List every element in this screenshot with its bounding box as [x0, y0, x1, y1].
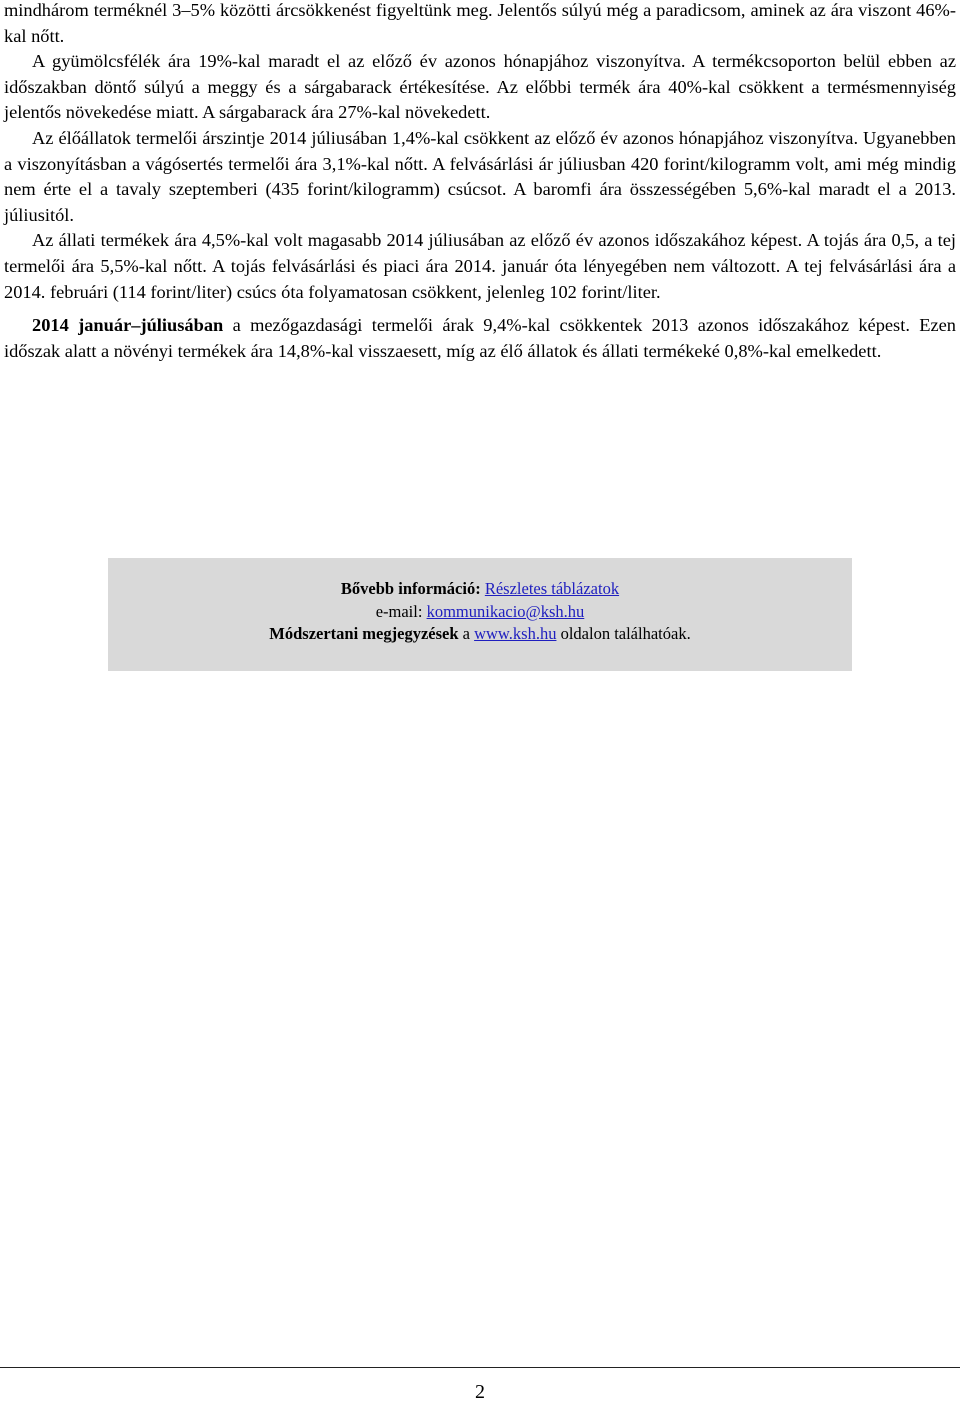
ksh-website-link[interactable]: www.ksh.hu [474, 624, 557, 643]
paragraph-text: a mezőgazdasági termelői árak 9,4%-kal csökkentek 2013 azonos időszakához képest. Ezen időszak alatt a növényi termékek ára 14,8%-kal visszaesett, míg az élő állatok és állati termékeké 0,8%-kal emelkedett. [4, 315, 956, 361]
paragraph-lead-bold: 2014 január–júliusában [32, 315, 224, 336]
methodology-mid-text: a [458, 624, 475, 643]
methodology-tail-text: oldalon találhatóak. [556, 624, 691, 643]
footer-divider [0, 1367, 960, 1368]
more-information-box [108, 558, 852, 671]
paragraph-animal-products [4, 228, 956, 305]
more-info-line [108, 578, 852, 601]
paragraph-fruits [4, 49, 956, 126]
methodology-label: Módszertani megjegyzések [269, 624, 459, 643]
detailed-tables-link[interactable]: Részletes táblázatok [484, 579, 620, 598]
paragraph-text: Az élőállatok termelői árszintje 2014 júliusában 1,4%-kal csökkent az előző év azonos hónapjához viszonyítva. Ugyanebben a viszonyításban a vágósertés termelői ára 3,1%-kal nőtt. A felvásárlási ár júliusban 420 forint/kilogramm volt, ami még mindig nem érte el a tavaly szeptemberi (435 forint/kilogramm) csúcsot. A baromfi ára összességében 5,6%-kal maradt el a 2013. júliusitól. [4, 127, 956, 225]
document-body [4, 0, 956, 364]
more-info-label: Bővebb információ: [340, 579, 481, 598]
paragraph-text: mindhárom terméknél 3–5% közötti árcsökkenést figyeltünk meg. Jelentős súlyú még a paradicsom, aminek az ára viszont 46%-kal nőtt. [4, 0, 956, 46]
paragraph-vegetables-continued [4, 0, 956, 49]
paragraph-text: Az állati termékek ára 4,5%-kal volt magasabb 2014 júliusában az előző év azonos időszakához képest. A tojás ára 0,5, a tej termelői ára 5,5%-kal nőtt. A tojás felvásárlási és piaci ára 2014. január óta lényegében nem változott. A tej felvásárlási ára a 2014. februári (114 forint/liter) csúcs óta folyamatosan csökkent, jelenleg 102 forint/liter. [4, 230, 956, 302]
methodology-line [108, 623, 852, 646]
paragraph-text: A gyümölcsfélék ára 19%-kal maradt el az előző év azonos hónapjához viszonyítva. A termékcsoporton belül ebben az időszakban döntő súlyú a meggy és a sárgabarack értékesítése. Az előbbi termék ára 40%-kal csökkent a termésmennyiség jelentős növekedése miatt. A sárgabarack ára 27%-kal növekedett. [4, 51, 956, 123]
paragraph-january-july-summary [4, 313, 956, 364]
email-line [108, 601, 852, 624]
paragraph-live-animals [4, 126, 956, 228]
email-link[interactable]: kommunikacio@ksh.hu [426, 601, 585, 621]
page-number: 2 [475, 1381, 485, 1403]
email-label: e-mail: [375, 601, 423, 621]
